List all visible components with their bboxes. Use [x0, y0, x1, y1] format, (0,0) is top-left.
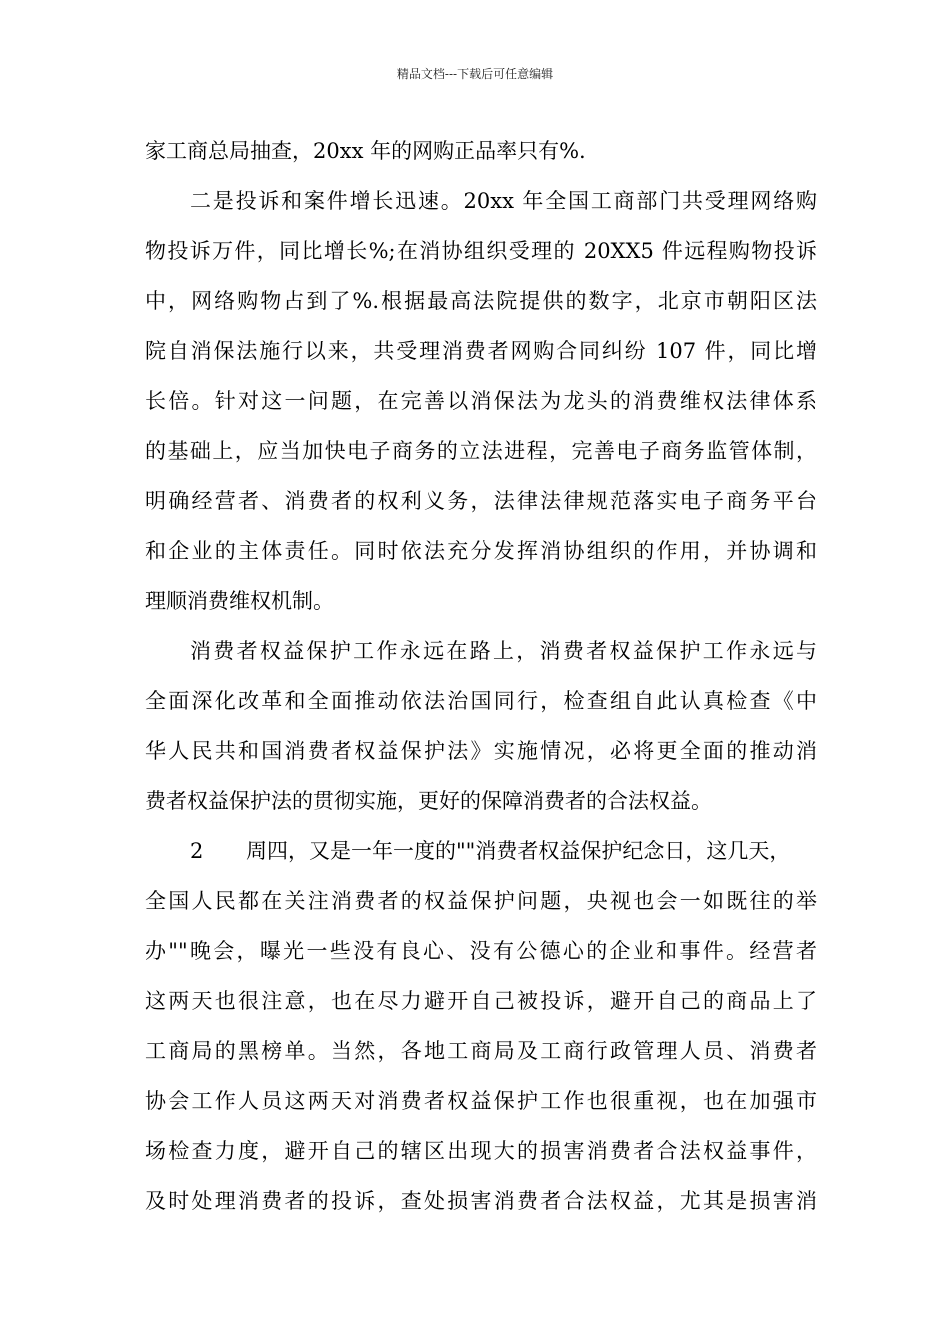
text-line: 这两天也很注意，也在尽力避开自己被投诉，避开自己的商品上了 [145, 989, 817, 1013]
numbered-paragraph-first-line [190, 836, 817, 866]
text-line: 全面深化改革和全面推动依法治国同行，检查组自此认真检查《中 [145, 689, 817, 713]
text-line: 理顺消费维权机制。 [145, 589, 334, 613]
text-line: 场检查力度，避开自己的辖区出现大的损害消费者合法权益事件， [145, 1139, 817, 1163]
text-line: 及时处理消费者的投诉，查处损害消费者合法权益，尤其是损害消 [145, 1189, 817, 1213]
text-line: 周四，又是一年一度的""消费者权益保护纪念日，这几天， [246, 839, 791, 863]
text-line: 明确经营者、消费者的权利义务，法律法律规范落实电子商务平台 [145, 489, 817, 513]
text-line: 全国人民都在关注消费者的权益保护问题，央视也会一如既往的举 [145, 889, 817, 913]
text-line: 协会工作人员这两天对消费者权益保护工作也很重视，也在加强市 [145, 1089, 817, 1113]
text-line: 和企业的主体责任。同时依法充分发挥消协组织的作用，并协调和 [145, 539, 817, 563]
text-line: 长倍。针对这一问题，在完善以消保法为龙头的消费维权法律体系 [145, 389, 817, 413]
text-line: 费者权益保护法的贯彻实施，更好的保障消费者的合法权益。 [145, 789, 712, 813]
text-line: 工商局的黑榜单。当然，各地工商局及工商行政管理人员、消费者 [145, 1039, 817, 1063]
text-line: 华人民共和国消费者权益保护法》实施情况，必将更全面的推动消 [145, 739, 817, 763]
page-header: 精品文档---下载后可任意编辑 [396, 67, 554, 81]
text-line: 二是投诉和案件增长迅速。20xx 年全国工商部门共受理网络购 [190, 189, 817, 213]
text-line: 消费者权益保护工作永远在路上，消费者权益保护工作永远与 [190, 639, 817, 663]
text-line: 办""晚会，曝光一些没有良心、没有公德心的企业和事件。经营者 [145, 939, 817, 963]
text-line: 中，网络购物占到了%.根据最高法院提供的数字，北京市朝阳区法 [145, 289, 817, 313]
text-line: 物投诉万件，同比增长%;在消协组织受理的 20XX5 件远程购物投诉 [145, 239, 817, 263]
text-line: 的基础上，应当加快电子商务的立法进程，完善电子商务监管体制， [145, 439, 817, 463]
section-number: 2 [190, 839, 204, 863]
text-line: 家工商总局抽查，20xx 年的网购正品率只有%. [145, 139, 586, 163]
text-line: 院自消保法施行以来，共受理消费者网购合同纠纷 107 件，同比增 [145, 339, 817, 363]
